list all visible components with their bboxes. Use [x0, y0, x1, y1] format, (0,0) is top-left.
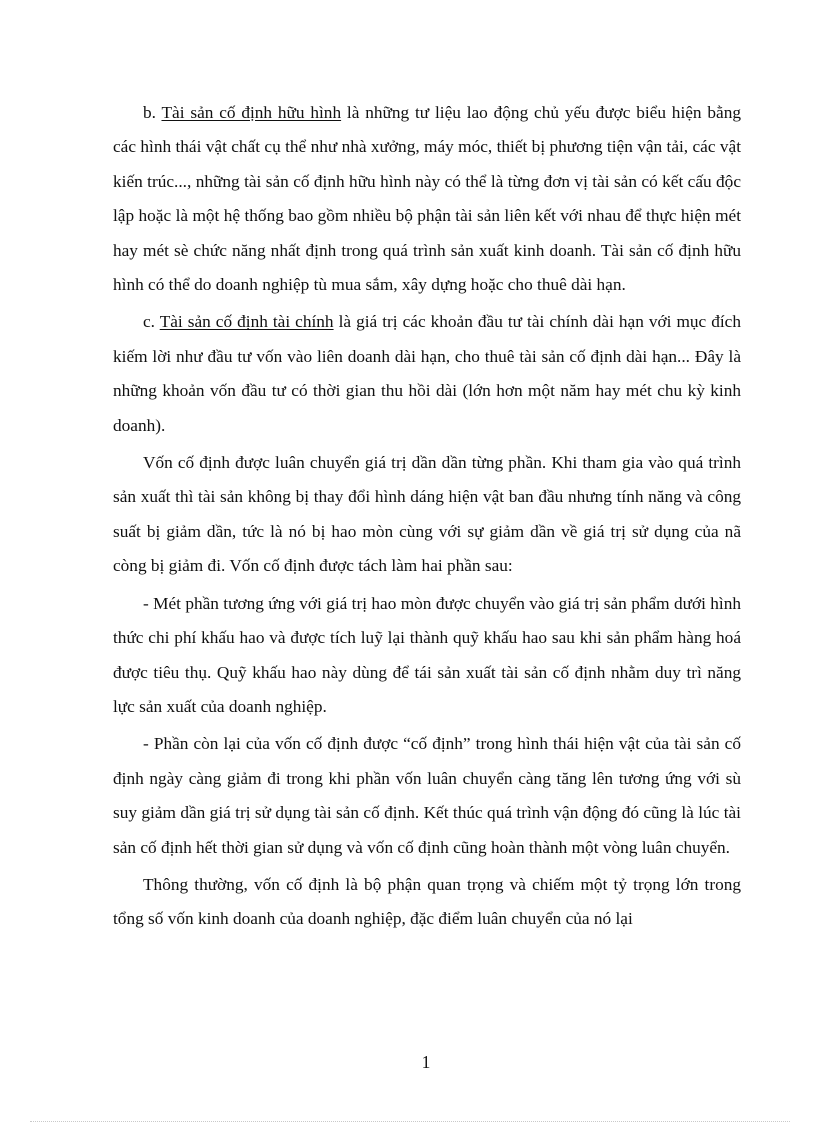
paragraph-text: - Phần còn lại của vốn cố định được “cố định” trong hình thái hiện vật của tài sản cố định ngày càng giảm đi trong khi phần vốn luân chuyển càng tăng lên tương ứng với sù suy giảm dần giá trị sử dụng tài sản cố định. Kết thúc quá trình vận động đó cũng là lúc tài sản cố định hết thời gian sử dụng và vốn cố định cũng hoàn thành một vòng luân chuyển.: [113, 734, 741, 857]
paragraph-fixed-capital-circulation: [113, 446, 741, 584]
paragraph-tangible-assets: [113, 96, 741, 302]
page-number: 1: [421, 1052, 431, 1072]
paragraph-text: là những tư liệu lao động chủ yếu được biểu hiện bằng các hình thái vật chất cụ thể như nhà xưởng, máy móc, thiết bị phương tiện vận tải, các vật kiến trúc..., những tài sản cố định hữu hình này có thể là từng đơn vị tài sản có kết cấu độc lập hoặc là một hệ thống bao gồm nhiều bộ phận tài sản liên kết với nhau để thực hiện mét hay mét sè chức năng nhất định trong quá trình sản xuất kinh doanh. Tài sản cố định hữu hình có thể do doanh nghiệp tù mua sắm, xây dựng hoặc cho thuê dài hạn.: [113, 103, 741, 295]
paragraph-financial-assets: [113, 305, 741, 443]
paragraph-conclusion: [113, 868, 741, 937]
underlined-term: Tài sản cố định tài chính: [159, 312, 334, 332]
paragraph-remaining-part: [113, 727, 741, 865]
paragraph-text: Thông thường, vốn cố định là bộ phận quan trọng và chiếm một tỷ trọng lớn trong tổng số vốn kinh doanh của doanh nghiệp, đặc điểm luân chuyển của nó lại: [113, 874, 741, 929]
paragraph-depreciation-part: [113, 587, 741, 725]
page-bottom-divider: [30, 1121, 790, 1122]
list-marker: c.: [143, 312, 160, 332]
paragraph-text: Vốn cố định được luân chuyển giá trị dần dần từng phần. Khi tham gia vào quá trình sản xuất thì tài sản không bị thay đổi hình dáng hiện vật ban đầu nhưng tính năng và công suất bị giảm dần, tức là nó bị hao mòn cùng với sự giảm dần về giá trị sử dụng của nã còng bị giảm đi. Vốn cố định được tách làm hai phần sau:: [113, 453, 741, 576]
underlined-term: Tài sản cố định hữu hình: [161, 103, 342, 122]
paragraph-text: - Mét phần tương ứng với giá trị hao mòn được chuyển vào giá trị sản phẩm dưới hình thức chi phí khấu hao và được tích luỹ lại thành quỹ khấu hao sau khi sản phẩm hàng hoá được tiêu thụ. Quỹ khấu hao này dùng để tái sản xuất tài sản cố định nhằm duy trì năng lực sản xuất của doanh nghiệp.: [113, 593, 741, 716]
paragraph-text: là giá trị các khoản đầu tư tài chính dài hạn với mục đích kiếm lời như đầu tư vốn vào liên doanh dài hạn, cho thuê tài sản cố định dài hạn... Đây là những khoản vốn đầu tư có thời gian thu hồi dài (lớn hơn một năm hay mét chu kỳ kinh doanh).: [113, 312, 741, 435]
document-body: [113, 96, 741, 937]
list-marker: b.: [143, 103, 162, 122]
